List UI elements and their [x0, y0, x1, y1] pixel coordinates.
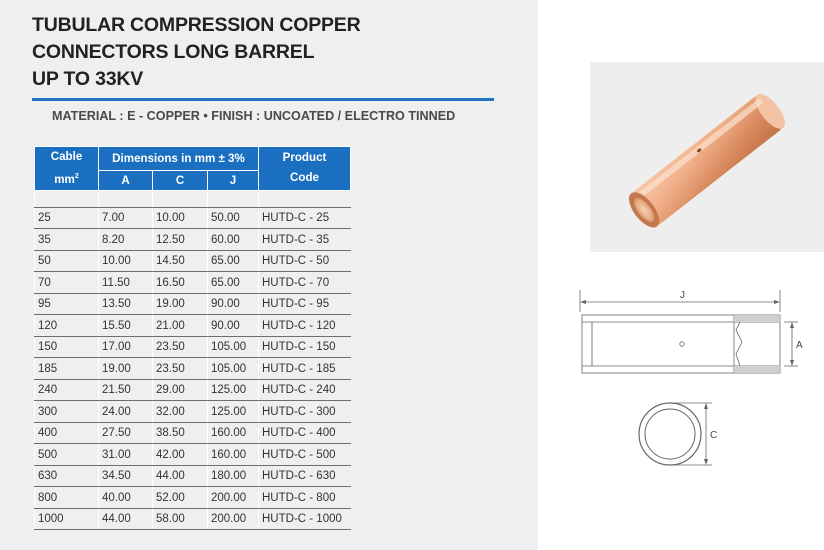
cell-product-code: HUTD-C - 120 [259, 315, 351, 337]
cell-product-code: HUTD-C - 50 [259, 250, 351, 272]
header-cable-unit: mm [54, 172, 75, 186]
cell-cable-size: 300 [35, 401, 99, 423]
page-title [32, 12, 502, 93]
header-c: C [153, 171, 208, 191]
cell-cable-size: 120 [35, 315, 99, 337]
cell-cable-size: 500 [35, 444, 99, 466]
table-row [35, 358, 351, 380]
spec-table [34, 146, 351, 530]
cell-cable-size: 70 [35, 272, 99, 294]
spacer-cell [259, 190, 351, 207]
dimension-label-c: C [710, 430, 718, 441]
cell-dimension-c: 23.50 [153, 358, 208, 380]
title-line-2: CONNECTORS LONG BARREL [32, 41, 315, 63]
cell-dimension-j: 65.00 [208, 272, 259, 294]
table-row [35, 379, 351, 401]
cell-cable-size: 1000 [35, 508, 99, 530]
header-cable-label: Cable [50, 150, 83, 163]
cell-product-code: HUTD-C - 25 [259, 207, 351, 229]
title-underline [32, 98, 494, 101]
table-row [35, 508, 351, 530]
cell-cable-size: 800 [35, 487, 99, 509]
cell-product-code: HUTD-C - 240 [259, 379, 351, 401]
cell-product-code: HUTD-C - 1000 [259, 508, 351, 530]
table-row [35, 293, 351, 315]
cell-product-code: HUTD-C - 95 [259, 293, 351, 315]
cell-dimension-c: 12.50 [153, 229, 208, 251]
cell-dimension-c: 19.00 [153, 293, 208, 315]
cell-dimension-a: 8.20 [99, 229, 153, 251]
cell-product-code: HUTD-C - 800 [259, 487, 351, 509]
table-row [35, 444, 351, 466]
table-row [35, 336, 351, 358]
header-code-label: Code [290, 171, 319, 185]
cell-dimension-c: 14.50 [153, 250, 208, 272]
cell-cable-size: 25 [35, 207, 99, 229]
cell-dimension-a: 13.50 [99, 293, 153, 315]
table-row [35, 465, 351, 487]
cell-dimension-j: 180.00 [208, 465, 259, 487]
title-line-1: TUBULAR COMPRESSION COPPER [32, 14, 361, 36]
cell-product-code: HUTD-C - 500 [259, 444, 351, 466]
cell-product-code: HUTD-C - 630 [259, 465, 351, 487]
cell-product-code: HUTD-C - 185 [259, 358, 351, 380]
technical-drawing [570, 284, 824, 474]
cell-product-code: HUTD-C - 400 [259, 422, 351, 444]
cell-dimension-a: 19.00 [99, 358, 153, 380]
cell-cable-size: 400 [35, 422, 99, 444]
cell-dimension-j: 200.00 [208, 508, 259, 530]
cell-dimension-j: 200.00 [208, 487, 259, 509]
cell-cable-size: 35 [35, 229, 99, 251]
table-row [35, 272, 351, 294]
table-spacer-row [35, 190, 351, 207]
cell-dimension-a: 10.00 [99, 250, 153, 272]
cell-product-code: HUTD-C - 70 [259, 272, 351, 294]
spec-table-body [35, 190, 351, 530]
cell-dimension-j: 65.00 [208, 250, 259, 272]
cell-cable-size: 50 [35, 250, 99, 272]
table-row [35, 401, 351, 423]
dimension-drawing [570, 284, 824, 479]
cell-dimension-j: 125.00 [208, 379, 259, 401]
cell-dimension-j: 105.00 [208, 358, 259, 380]
table-row [35, 207, 351, 229]
cell-dimension-j: 90.00 [208, 293, 259, 315]
header-a: A [99, 171, 153, 191]
header-dimensions: Dimensions in mm ± 3% [99, 147, 259, 171]
cell-dimension-j: 50.00 [208, 207, 259, 229]
cell-dimension-a: 15.50 [99, 315, 153, 337]
cell-dimension-a: 31.00 [99, 444, 153, 466]
cell-dimension-c: 10.00 [153, 207, 208, 229]
cell-dimension-c: 38.50 [153, 422, 208, 444]
cell-product-code: HUTD-C - 35 [259, 229, 351, 251]
cell-dimension-j: 160.00 [208, 444, 259, 466]
dimension-label-j: J [680, 290, 685, 301]
cell-dimension-a: 24.00 [99, 401, 153, 423]
cell-dimension-a: 7.00 [99, 207, 153, 229]
cell-dimension-j: 60.00 [208, 229, 259, 251]
cell-dimension-a: 27.50 [99, 422, 153, 444]
header-cable [35, 147, 99, 191]
cell-dimension-a: 21.50 [99, 379, 153, 401]
cell-dimension-c: 16.50 [153, 272, 208, 294]
spacer-cell [208, 190, 259, 207]
cell-dimension-a: 40.00 [99, 487, 153, 509]
cell-dimension-j: 90.00 [208, 315, 259, 337]
cell-dimension-c: 42.00 [153, 444, 208, 466]
cell-dimension-c: 21.00 [153, 315, 208, 337]
cell-cable-size: 150 [35, 336, 99, 358]
copper-connector-image [590, 62, 824, 252]
cell-dimension-j: 125.00 [208, 401, 259, 423]
cell-dimension-c: 32.00 [153, 401, 208, 423]
product-photo [590, 62, 824, 252]
cell-dimension-a: 17.00 [99, 336, 153, 358]
cell-dimension-c: 44.00 [153, 465, 208, 487]
cell-dimension-a: 34.50 [99, 465, 153, 487]
header-cable-sup: 2 [74, 173, 79, 180]
spacer-cell [99, 190, 153, 207]
table-row [35, 250, 351, 272]
cell-dimension-c: 58.00 [153, 508, 208, 530]
header-j: J [208, 171, 259, 191]
cell-dimension-j: 105.00 [208, 336, 259, 358]
table-row [35, 315, 351, 337]
cell-product-code: HUTD-C - 150 [259, 336, 351, 358]
dimension-label-a: A [796, 340, 803, 351]
cell-cable-size: 185 [35, 358, 99, 380]
table-row [35, 229, 351, 251]
cell-dimension-c: 52.00 [153, 487, 208, 509]
cell-dimension-a: 11.50 [99, 272, 153, 294]
cell-cable-size: 630 [35, 465, 99, 487]
cell-dimension-c: 29.00 [153, 379, 208, 401]
cell-cable-size: 240 [35, 379, 99, 401]
title-line-3: UP TO 33KV [32, 68, 144, 90]
material-note: MATERIAL : E - COPPER • FINISH : UNCOATED / ELECTRO TINNED [52, 109, 456, 123]
cell-dimension-j: 160.00 [208, 422, 259, 444]
header-product-label: Product [282, 151, 327, 165]
cell-dimension-c: 23.50 [153, 336, 208, 358]
table-row [35, 487, 351, 509]
spacer-cell [35, 190, 99, 207]
spacer-cell [153, 190, 208, 207]
cell-product-code: HUTD-C - 300 [259, 401, 351, 423]
cell-cable-size: 95 [35, 293, 99, 315]
header-product-code [259, 147, 351, 191]
table-row [35, 422, 351, 444]
cell-dimension-a: 44.00 [99, 508, 153, 530]
